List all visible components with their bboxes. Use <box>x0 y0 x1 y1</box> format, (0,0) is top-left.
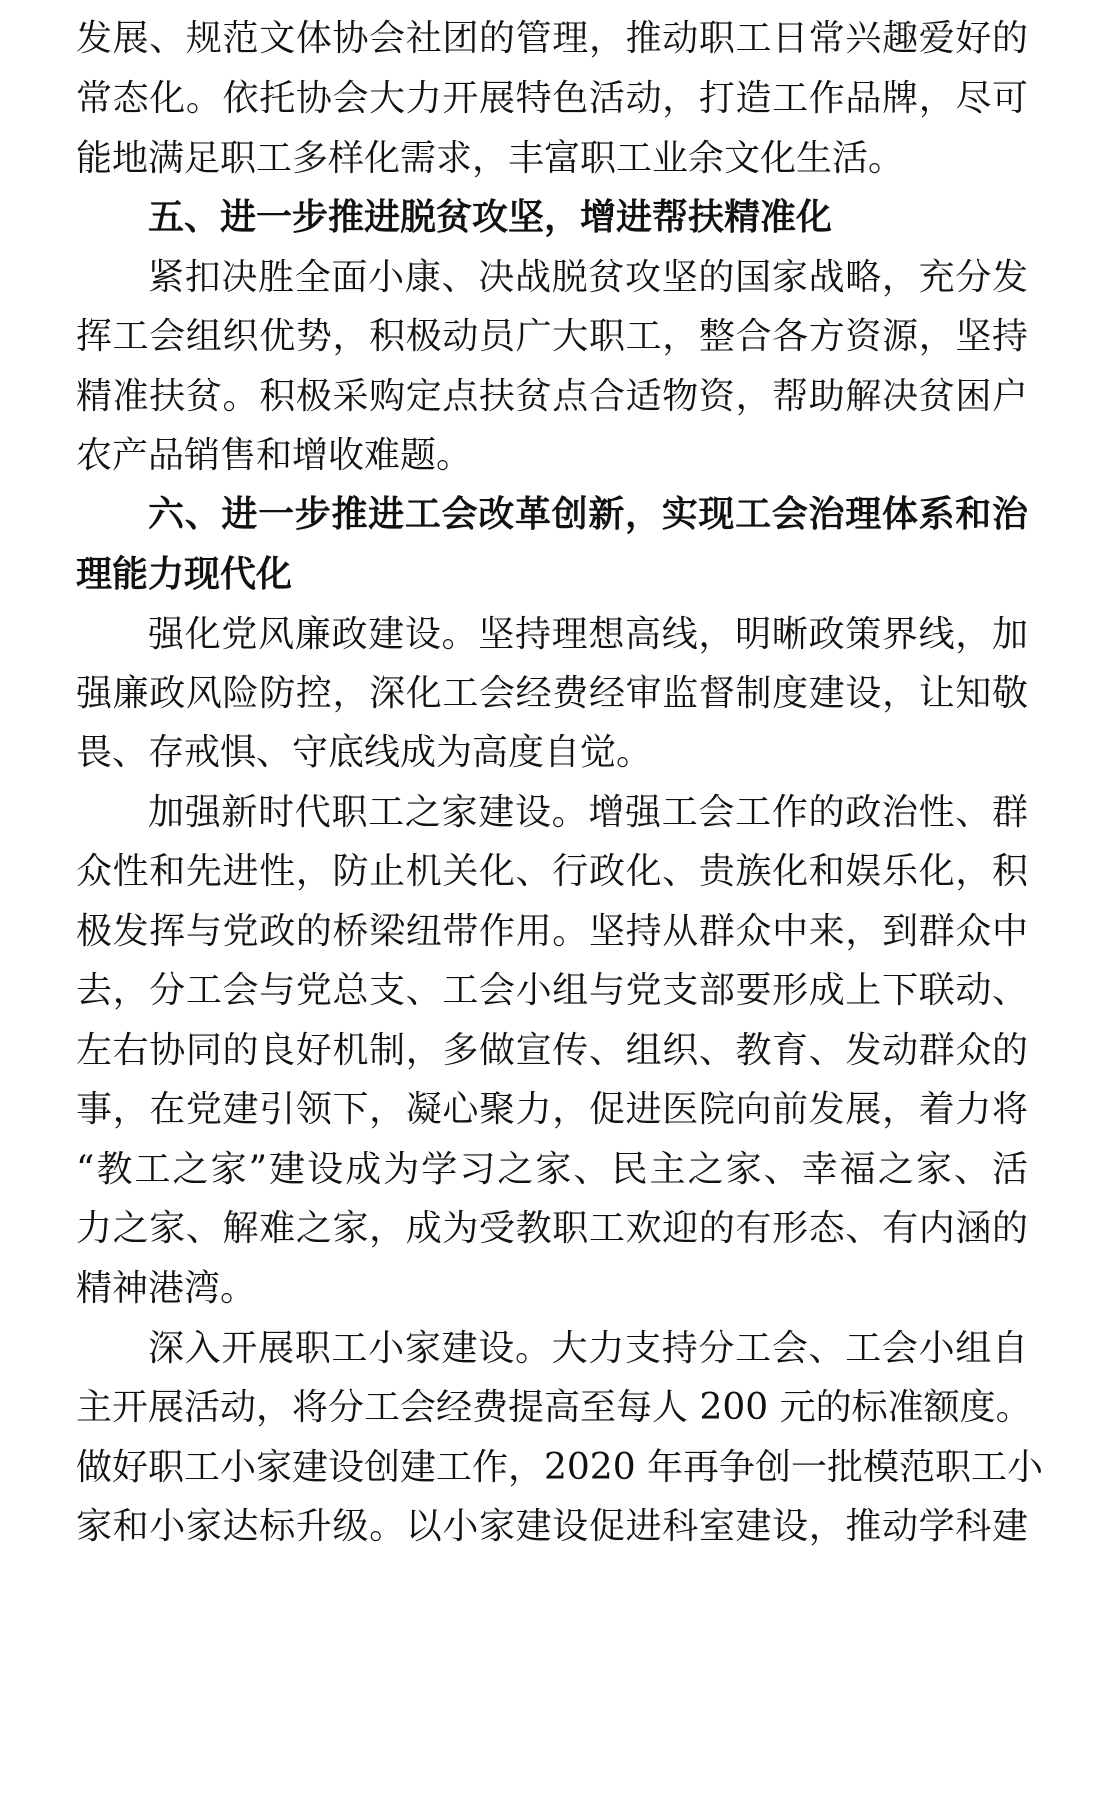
text-line: 事，在党建引领下，凝心聚力，促进医院向前发展，着力将 <box>76 1089 1028 1130</box>
text-line: 紧扣决胜全面小康、决战脱贫攻坚的国家战略，充分发 <box>148 257 1028 298</box>
section-heading-6-cont: 理能力现代化 <box>76 554 293 595</box>
section-heading-6: 六、进一步推进工会改革创新，实现工会治理体系和治 <box>148 494 1028 535</box>
text-line: 极发挥与党政的桥梁纽带作用。坚持从群众中来，到群众中 <box>76 911 1028 952</box>
text-line: 主开展活动，将分工会经费提高至每人 200 元的标准额度。 <box>76 1387 1032 1428</box>
text-line: 深入开展职工小家建设。大力支持分工会、工会小组自 <box>148 1328 1028 1369</box>
text-line: 强化党风廉政建设。坚持理想高线，明晰政策界线，加 <box>148 614 1028 655</box>
text-line: 强廉政风险防控，深化工会经费经审监督制度建设，让知敬 <box>76 673 1028 714</box>
section-heading-5: 五、进一步推进脱贫攻坚，增进帮扶精准化 <box>148 197 833 238</box>
text-line: 加强新时代职工之家建设。增强工会工作的政治性、群 <box>148 792 1028 833</box>
text-line: 挥工会组织优势，积极动员广大职工，整合各方资源，坚持 <box>76 316 1028 357</box>
text-line: 左右协同的良好机制，多做宣传、组织、教育、发动群众的 <box>76 1030 1028 1071</box>
text-line: 常态化。依托协会大力开展特色活动，打造工作品牌，尽可 <box>76 78 1028 119</box>
text-line: 去，分工会与党总支、工会小组与党支部要形成上下联动、 <box>76 970 1028 1011</box>
text-line: “教工之家”建设成为学习之家、民主之家、幸福之家、活 <box>76 1149 1028 1190</box>
text-line: 农产品销售和增收难题。 <box>76 435 473 476</box>
text-line: 畏、存戒惧、守底线成为高度自觉。 <box>76 732 653 773</box>
text-line: 发展、规范文体协会社团的管理，推动职工日常兴趣爱好的 <box>76 18 1028 59</box>
text-line: 精神港湾。 <box>76 1268 257 1309</box>
text-line: 精准扶贫。积极采购定点扶贫点合适物资，帮助解决贫困户 <box>76 376 1028 417</box>
text-line: 力之家、解难之家，成为受教职工欢迎的有形态、有内涵的 <box>76 1208 1028 1249</box>
text-line: 能地满足职工多样化需求，丰富职工业余文化生活。 <box>76 138 905 179</box>
text-line: 做好职工小家建设创建工作，2020 年再争创一批模范职工小 <box>76 1447 1044 1488</box>
text-line: 众性和先进性，防止机关化、行政化、贵族化和娱乐化，积 <box>76 851 1028 892</box>
text-line: 家和小家达标升级。以小家建设促进科室建设，推动学科建 <box>76 1506 1028 1547</box>
